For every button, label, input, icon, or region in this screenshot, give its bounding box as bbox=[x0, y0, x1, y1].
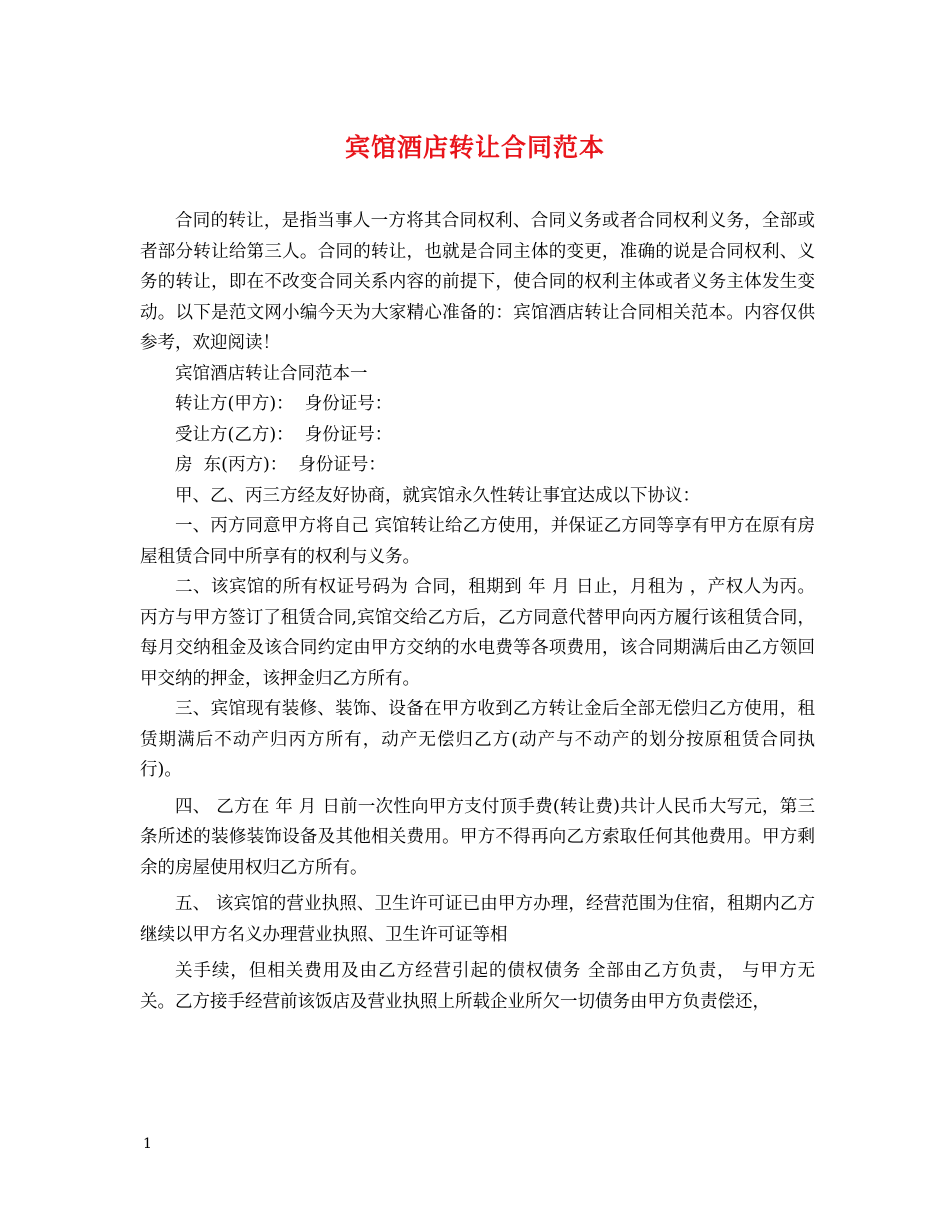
paragraph-clause-4: 四、 乙方在 年 月 日前一次性向甲方支付顶手费(转让费)共计人民币大写元，第三条所述的装修装饰设备及其他相关费用。甲方不得再向乙方索取任何其他费用。甲方剩余的房屋使用权归乙方所有。 bbox=[140, 796, 815, 878]
paragraph-clause-5: 五、 该宾馆的营业执照、卫生许可证已由甲方办理，经营范围为住宿，租期内乙方继续以甲方名义办理营业执照、卫生许可证等相 bbox=[140, 894, 815, 945]
page-number: 1 bbox=[143, 1136, 152, 1152]
paragraph-transferee: 受让方(乙方)： 身份证号： bbox=[175, 424, 393, 445]
paragraph-section-heading: 宾馆酒店转让合同范本一 bbox=[175, 363, 368, 384]
paragraph-intro: 合同的转让，是指当事人一方将其合同权利、合同义务或者合同权利义务，全部或者部分转让给第三人。合同的转让，也就是合同主体的变更，准确的说是合同权利、义务的转让，即在不改变合同关系内容的前提下，使合同的权利主体或者义务主体发生变动。以下是范文网小编今天为大家精心准备的：宾馆酒店转让合同相关范本。内容仅供参考，欢迎阅读！ bbox=[140, 211, 815, 353]
paragraph-clause-1: 一、丙方同意甲方将自己 宾馆转让给乙方使用，并保证乙方同等享有甲方在原有房屋租赁合同中所享有的权利与义务。 bbox=[140, 516, 815, 567]
paragraph-agreement: 甲、乙、丙三方经友好协商，就宾馆永久性转让事宜达成以下协议： bbox=[175, 485, 700, 506]
paragraph-transferor: 转让方(甲方)： 身份证号： bbox=[175, 394, 393, 414]
document-body bbox=[140, 206, 815, 1017]
paragraph-clause-2: 二、该宾馆的所有权证号码为 合同，租期到 年 月 日止，月租为 ，产权人为丙。丙方与甲方签订了租赁合同,宾馆交给乙方后，乙方同意代替甲向丙方履行该租赁合同，每月交纳租金及该合同约定由甲方交纳的水电费等各项费用，该合同期满后由乙方领回甲交纳的押金，该押金归乙方所有。 bbox=[140, 577, 815, 689]
paragraph-landlord: 房 东(丙方)： 身份证号： bbox=[175, 455, 386, 475]
paragraph-clause-5-continued: 关手续，但相关费用及由乙方经营引起的债权债务 全部由乙方负责， 与甲方无关。乙方接手经营前该饭店及营业执照上所载企业所欠一切债务由甲方负责偿还， bbox=[140, 961, 815, 1012]
paragraph-clause-3: 三、宾馆现有装修、装饰、设备在甲方收到乙方转让金后全部无偿归乙方使用，租赁期满后不动产归丙方所有，动产无偿归乙方(动产与不动产的划分按原租赁合同执行)。 bbox=[140, 699, 815, 780]
document-title: 宾馆酒店转让合同范本 bbox=[344, 133, 605, 162]
